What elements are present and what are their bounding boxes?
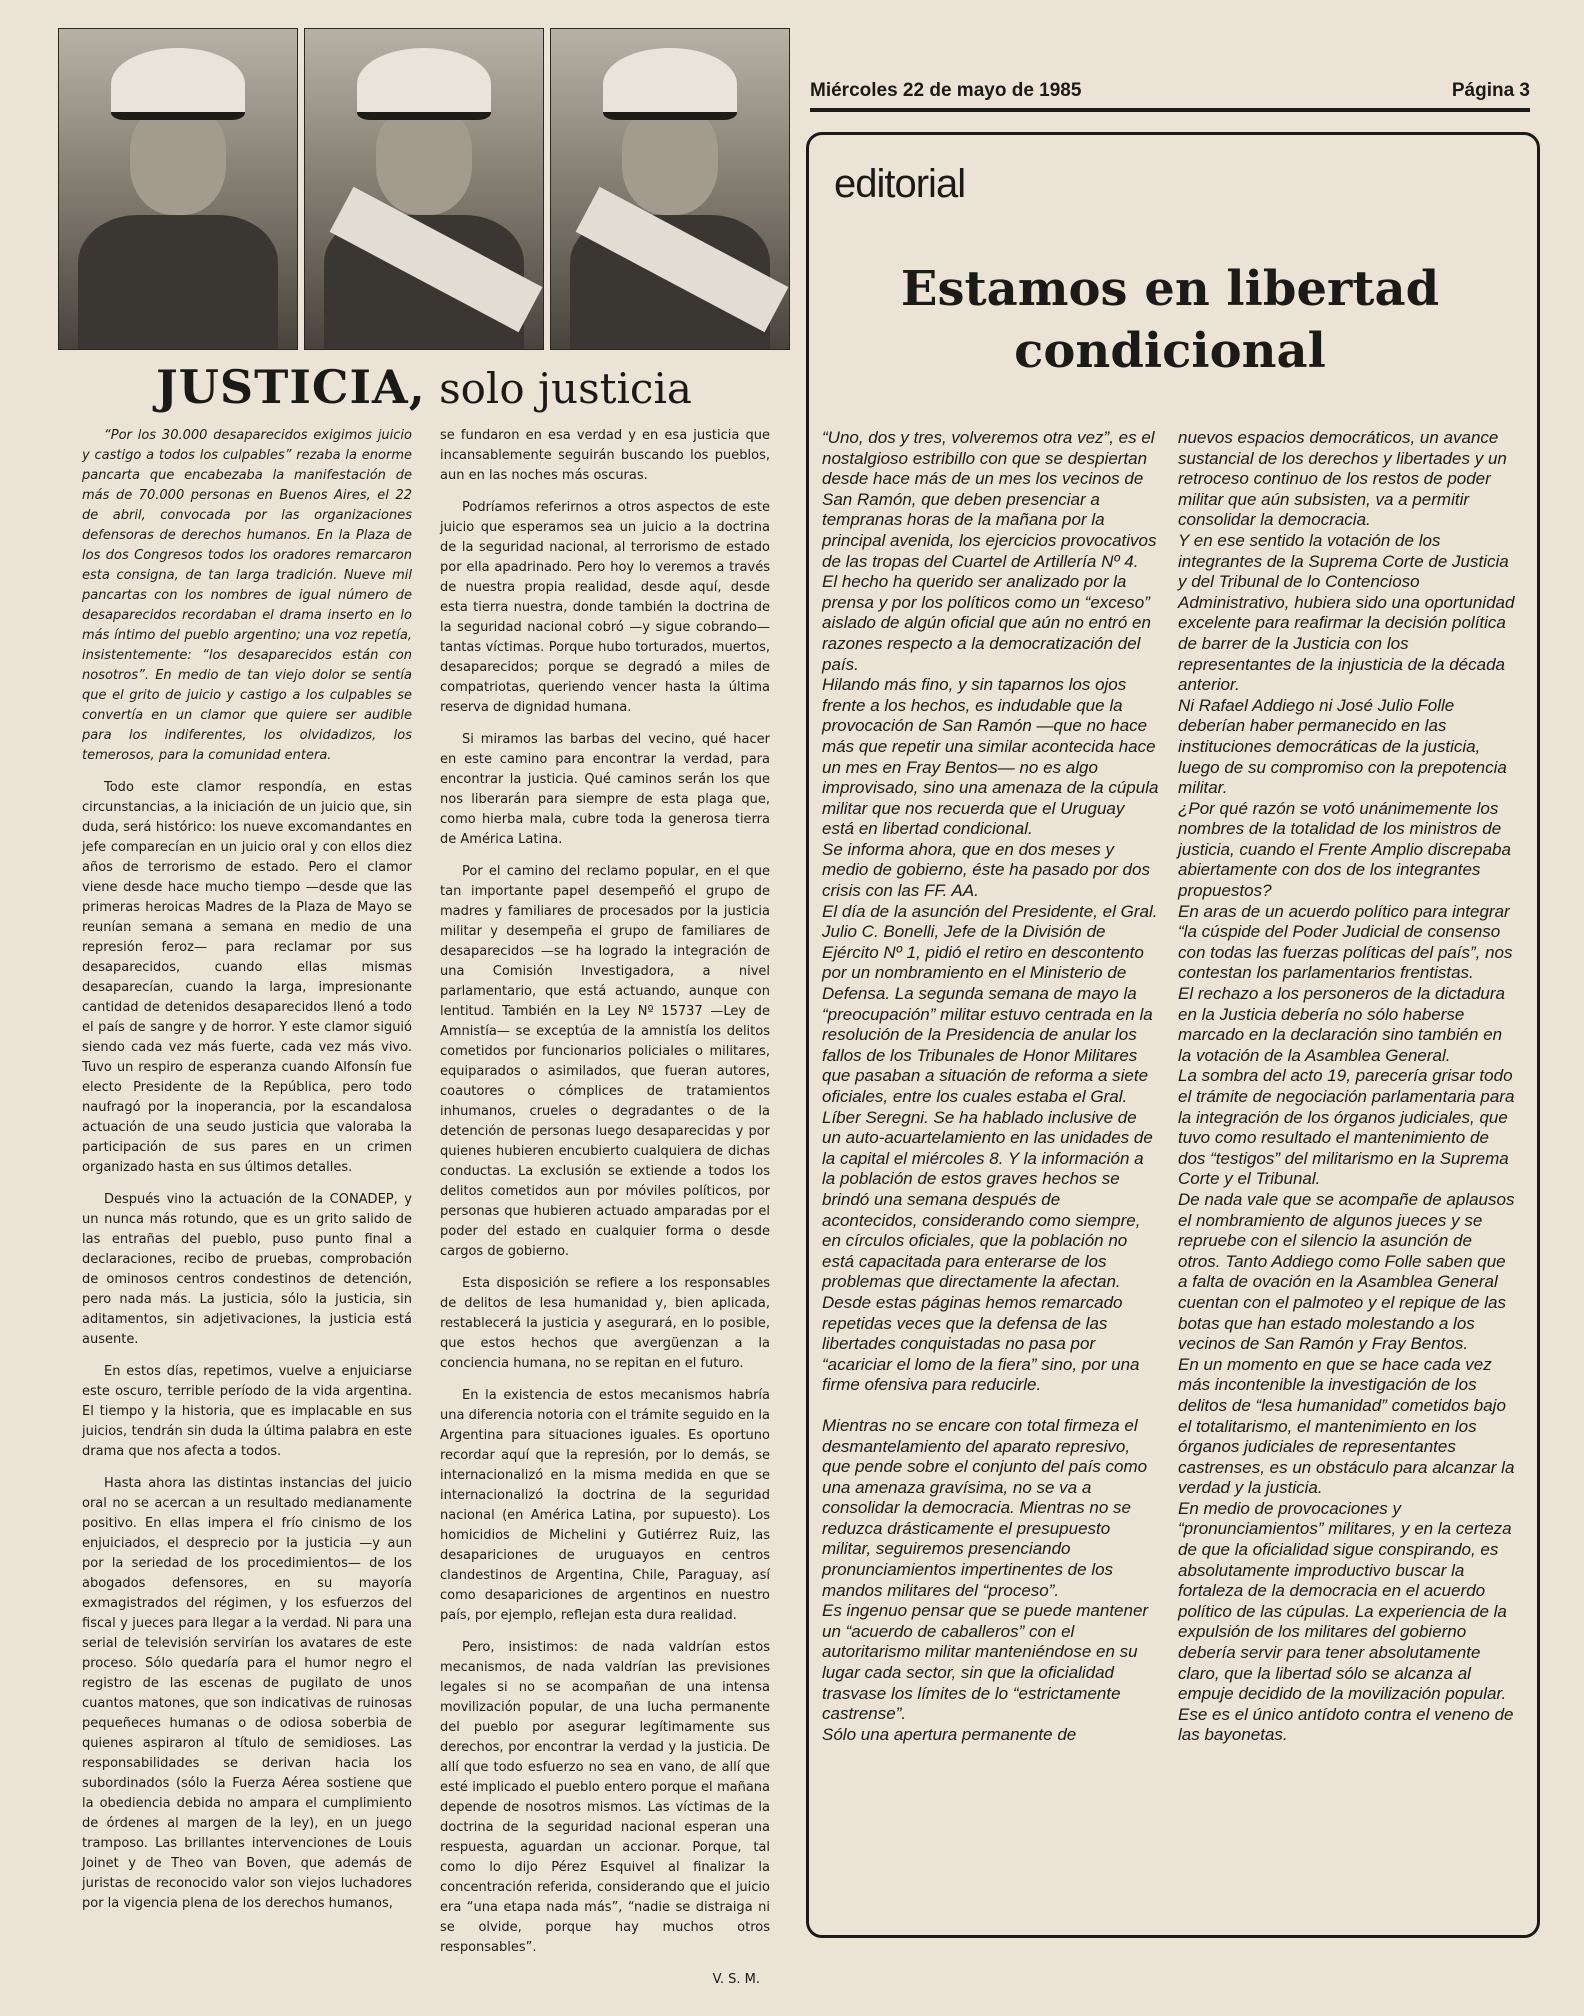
editorial-paragraph: Hilando más fino, y sin taparnos los ojos frente a los hechos, es indudable que la provocación de San Ramón —que no hace más que repetir una similar acontecida hace un mes en Fray Bentos— no es algo improvisado, sino una amenaza de la cúpula militar que nos recuerda que el Uruguay está en libertad condicional. bbox=[822, 675, 1159, 839]
editorial-paragraph: El hecho ha querido ser analizado por la prensa y por los políticos como un “exceso” aislado de algún oficial que aún no entró en razones respecto a la democratización del país. bbox=[822, 572, 1151, 674]
editorial-paragraph: La sombra del acto 19, parecería grisar todo el trámite de negociación parlamentaria para la integración de los órganos judiciales, que tuvo como resultado el mantenimiento de dos “testigos” del militarismo en la Suprema Corte y el Tribunal. bbox=[1178, 1066, 1515, 1189]
editorial-paragraph: ¿Por qué razón se votó unánimemente los nombres de la totalidad de los ministros de justicia, cuando el Frente Amplio discrepaba abiertamente con dos de los integrantes propuestos? bbox=[1178, 798, 1511, 901]
editorial-title-line-2: condicional bbox=[1014, 323, 1326, 379]
photo-strip bbox=[58, 28, 790, 350]
editorial-paragraph: nuevos espacios democráticos, un avance sustancial de los derechos y libertades y un retroceso continuo de los restos de poder militar que aún subsisten, va a permitir consolidar la democracia. bbox=[1178, 428, 1507, 530]
page-dateline bbox=[810, 80, 1530, 112]
editorial-title-line-1: Estamos en libertad bbox=[900, 261, 1440, 317]
photo-officer-2 bbox=[304, 28, 544, 350]
editorial-paragraph: En medio de provocaciones y “pronunciamientos” militares, y en la certeza de que la oficialidad sigue conspirando, es absolutamente improductivo buscar la fortaleza de la democracia en el acuerdo político de las cúpulas. La experiencia de la expulsión de los militares del gobierno debería servir para tener absolutamente claro, que la libertad sólo se alcanza al empuje decidido de la movilización popular. bbox=[1178, 1498, 1512, 1704]
editorial-paragraph: El rechazo a los personeros de la dictadura en la Justicia debería no sólo haberse marcado en la declaración sino también en la votación de la Asamblea General. bbox=[1178, 984, 1505, 1065]
editorial-paragraph: El día de la asunción del Presidente, el Gral. Julio C. Bonelli, Jefe de la División de Ejército Nº 1, pidió el retiro en descontento por un nombramiento en el Ministerio de Defensa. La segunda semana de mayo la “preocupación” militar estuvo centrada en la resolución de la Presidencia de anular los fallos de los Tribunales de Honor Militares que pasaban a situación de reforma a siete oficiales, entre los cuales estaba el Gral. Líber Seregni. Se ha hablado inclusive de un auto-acuartelamiento en las unidades de la capital el miércoles 8. Y la información a la población de estos graves hechos se brindó una semana después de acontecidos, considerando como siempre, en círculos oficiales, que la población no está capacitada para enterarse de los problemas que directamente la afectan. bbox=[822, 901, 1158, 1292]
headline-main: JUSTICIA, bbox=[156, 360, 426, 414]
editorial-paragraph: Sólo una apertura permanente de bbox=[822, 1724, 1077, 1744]
article-paragraph: Pero, insistimos: de nada valdrían estos mecanismos, de nada valdrían las previsiones legales si no se acompañan de una intensa movilización popular, de una lucha permanente del pueblo por asegurar legítimamente sus derechos, por encontrar la verdad y la justicia. De allí que todo esfuerzo no sea en vano, de allí que esté implicado el pueblo entero porque el mañana depende de nosotros mismos. Las víctimas de la doctrina de la seguridad nacional esperan una respuesta, aguardan un accionar. Porque, tal como lo dijo Pérez Esquivel al finalizar la concentración referida, considerando que el juicio era “una etapa nada más”, “nadie se distraiga ni se olvide, porque hay muchos otros responsables”. bbox=[440, 1640, 770, 1955]
editorial-paragraph: Mientras no se encare con total firmeza el desmantelamiento del aparato represivo, que pende sobre el conjunto del país como una amenaza gravísima, no se va a consolidar la democracia. Mientras no se reduzca drásticamente el presupuesto militar, seguiremos presenciando pronunciamientos impertinentes de los mandos militares del “proceso”. bbox=[822, 1415, 1148, 1600]
editorial-paragraph: Es ingenuo pensar que se puede mantener un “acuerdo de caballeros” con el autoritarismo militar manteniéndose en su lugar cada sector, sin que la oficialidad trasvase los límites de lo “estrictamente castrense”. bbox=[822, 1601, 1149, 1724]
article-paragraph: Por el camino del reclamo popular, en el que tan importante papel desempeñó el grupo de madres y familiares de procesados por la justicia militar y desempeña el grupo de familiares de desaparecidos —se ha logrado la integración de una Comisión Investigadora, a nivel parlamentario, que está actuando, aunque con lentitud. También en la Ley Nº 15737 —Ley de Amnistía— se exceptúa de la amnistía los delitos cometidos por funcionarios policiales o militares, equiparados o asimilados, que fueran autores, coautores o cómplices de tratamientos inhumanos, crueles o degradantes o de la detención de personas luego desaparecidas y por quienes hubieren encubierto cualquiera de dichas conductas. La exclusión se extiende a todos los delitos cometidos aun por móviles políticos, por personas que hubieren actuado amparadas por el poder del estado en cualquier forma o desde cargos de gobierno. bbox=[440, 864, 770, 1259]
article-paragraph: se fundaron en esa verdad y en esa justicia que incansablemente seguirán buscando los pueblos, aun en las noches más oscuras. bbox=[440, 428, 770, 483]
editorial-paragraph: Y en ese sentido la votación de los integrantes de la Suprema Corte de Justicia y del Tribunal de lo Contencioso Administrativo, hubiera sido una oportunidad excelente para reafirmar la decisión política de barrer de la Justicia con los representantes de la injusticia de la década anterior. bbox=[1178, 530, 1515, 695]
photo-officer-3 bbox=[550, 28, 790, 350]
editorial-paragraph: Ni Rafael Addiego ni José Julio Folle deberían haber permanecido en las instituciones democráticas de la justicia, luego de su compromiso con la prepotencia militar. bbox=[1178, 695, 1507, 798]
editorial-title bbox=[830, 258, 1510, 382]
headline-sub: solo justicia bbox=[425, 364, 692, 413]
article-paragraph: Si miramos las barbas del vecino, qué hacer en este camino para encontrar la verdad, para encontrar la justicia. Qué caminos serán los que nos liberarán para siempre de esta plaga que, como hierba mala, cubre toda la generosa tierra de América Latina. bbox=[440, 732, 770, 847]
article-paragraph: En la existencia de estos mecanismos habría una diferencia notoria con el trámite seguido en la Argentina para situaciones iguales. Es oportuno recordar aquí que la represión, por lo demás, se internacionalizó en la misma medida en que se internacionalizó la doctrina de la seguridad nacional (en América Latina, por supuesto). Los homicidios de Michelini y Gutiérrez Ruiz, las desapariciones de uruguayos en centros clandestinos de Argentina, Chile, Paraguay, así como desapariciones de argentinos en nuestro país, por ejemplo, reflejan esta dura realidad. bbox=[440, 1388, 770, 1623]
date-text: Miércoles 22 de mayo de 1985 bbox=[810, 80, 1082, 101]
editorial-paragraph: “Uno, dos y tres, volveremos otra vez”, es el nostalgioso estribillo con que se despiertan desde hace más de un mes los vecinos de San Ramón, que deben presenciar a tempranas horas de la mañana por la principal avenida, los ejercicios provocativos de las tropas del Cuartel de Artillería Nº 4. bbox=[822, 428, 1157, 571]
article-column-2 bbox=[440, 426, 770, 1990]
editorial-paragraph: Ese es el único antídoto contra el veneno de las bayonetas. bbox=[1178, 1704, 1514, 1745]
article-paragraph: Todo este clamor respondía, en estas circunstancias, a la iniciación de un juicio que, sin duda, será histórico: los nueve excomandantes en jefe comparecían en un juicio oral y con ellos diez años de terrorismo de estado. Pero el clamor viene desde hace mucho tiempo —desde que las primeras heroicas Madres de la Plaza de Mayo se reunían semana a semana en medio de una represión feroz— para reclamar por sus desaparecidos, cuando ellas mismas desaparecían, cuando la larga, impresionante cantidad de detenidos desaparecidos llenó a todo el país de sangre y de horror. Y este clamor siguió siendo cada vez más fuerte, cada vez más vivo. Tuvo un respiro de esperanza cuando Alfonsín fue electo Presidente de la República, pero todo naufragó por la inoperancia, por la escandalosa actuación de una seudo justicia que valoraba la participación de sus pares en un crimen organizado hasta en sus últimos detalles. bbox=[82, 780, 412, 1175]
editorial-paragraph: En un momento en que se hace cada vez más incontenible la investigación de los delitos de “lesa humanidad” cometidos bajo el totalitarismo, el mantenimiento en los órganos judiciales de representantes castrenses, es un obstáculo para alcanzar la verdad y la justicia. bbox=[1178, 1354, 1515, 1498]
article-column-1 bbox=[82, 426, 412, 1926]
editorial-column-2 bbox=[1178, 428, 1516, 1746]
article-signature: V. S. M. bbox=[712, 1972, 760, 1987]
article-paragraph: Hasta ahora las distintas instancias del juicio oral no se acercan a un resultado medianamente positivo. En ellas impera el frío cinismo de los enjuiciados, el desprecio por la justicia —y aun por la seriedad de los procedimientos— de los abogados defensores, en su mayoría exmagistrados del régimen, y los esfuerzos del fiscal y jueces para llegar a la verdad. Ni para una serial de televisión servirían los avatares de este proceso. Sólo quedaría para el humor negro el registro de las escenas de pugilato de unos cuantos matones, que son indicativas de ruinosas pequeñeces humanas o de odiosa soberbia de quienes aspiraron al título de semidioses. Las responsabilidades se derivan hacia los subordinados (sólo la Fuerza Aérea sostiene que la obediencia debida no ampara el cumplimiento de órdenes al margen de la ley), en un juego tramposo. Las brillantes intervenciones de Louis Joinet y de Theo van Boven, que además de juristas de reconocido valor son viejos luchadores por la vigencia plena de los derechos humanos, bbox=[82, 1476, 412, 1911]
editorial-column-1 bbox=[822, 428, 1160, 1745]
editorial-paragraph: Desde estas páginas hemos remarcado repetidas veces que la defensa de las libertades conquistadas no pasa por “acariciar el lomo de la fiera” sino, por una firme ofensiva para reducirle. bbox=[822, 1292, 1140, 1395]
article-intro bbox=[82, 426, 412, 766]
intro-paragraph: “Por los 30.000 desaparecidos exigimos juicio y castigo a todos los culpables” rezaba la enorme pancarta que encabezaba la manifestación de más de 70.000 personas en Buenos Aires, el 22 de abril, convocada por las organizaciones defensoras de derechos humanos. En la Plaza de los dos Congresos todos los oradores remarcaron esta consigna, de tan larga tradición. Nueve mil pancartas con los nombres de igual número de desaparecidos recordaban el drama inserto en lo más íntimo del pueblo argentino; una voz repetía, insistentemente: “los desaparecidos están con nosotros”. En medio de tan viejo dolor se sentía que el grito de juicio y castigo a los culpables se convertía en un clamor que quiere ser audible para los indiferentes, los olvidadizos, los temerosos, para la comunidad entera. bbox=[82, 428, 412, 763]
editorial-paragraph: En aras de un acuerdo político para integrar “la cúspide del Poder Judicial de consenso con todas las fuerzas políticas del país”, nos contestan los parlamentarios frentistas. bbox=[1178, 901, 1513, 983]
editorial-paragraph: De nada vale que se acompañe de aplausos el nombramiento de algunos jueces y se repruebe con el silencio la asunción de otros. Tanto Addiego como Folle saben que a falta de ovación en la Asamblea General cuentan con el palmoteo y el repique de las botas que han estado molestando a los vecinos de San Ramón y Fray Bentos. bbox=[1178, 1189, 1515, 1354]
article-paragraph: En estos días, repetimos, vuelve a enjuiciarse este oscuro, terrible período de la vida argentina. El tiempo y la historia, que es implacable en sus juicios, tendrán sin duda la última palabra en este drama que nos afecta a todos. bbox=[82, 1364, 412, 1459]
editorial-label: editorial bbox=[834, 162, 966, 206]
article-headline bbox=[58, 360, 790, 414]
article-paragraph: Después vino la actuación de la CONADEP, y un nunca más rotundo, que es un grito salido de las entrañas del pueblo, puso punto final a declaraciones, recibo de pruebas, comprobación de ominosos centros condestinos de detención, pero nada más. La justicia, sólo la justicia, sin aditamentos, sin adjetivaciones, la justicia está ausente. bbox=[82, 1192, 412, 1347]
article-paragraph: Podríamos referirnos a otros aspectos de este juicio que esperamos sea un juicio a la doctrina de la seguridad nacional, al terrorismo de estado por ella apadrinado. Pero hoy lo veremos a través de nuestra propia realidad, desde aquí, desde esta tierra nuestra, donde también la doctrina de la seguridad nacional cobró —y sigue cobrando— tantas víctimas. Porque hubo torturados, muertos, desaparecidos; porque se degradó a miles de compatriotas, queriendo vencer hasta la última reserva de dignidad humana. bbox=[440, 500, 770, 715]
page-number: Página 3 bbox=[1451, 80, 1530, 101]
article-paragraph: Esta disposición se refiere a los responsables de delitos de lesa humanidad y, bien aplicada, restablecerá la justicia y asegurará, en lo posible, que estos hechos que avergüenzan a la conciencia humana, no se repitan en el futuro. bbox=[440, 1276, 770, 1371]
editorial-paragraph: Se informa ahora, que en dos meses y medio de gobierno, éste ha pasado por dos crisis con las FF. AA. bbox=[822, 839, 1150, 901]
photo-officer-1 bbox=[58, 28, 298, 350]
